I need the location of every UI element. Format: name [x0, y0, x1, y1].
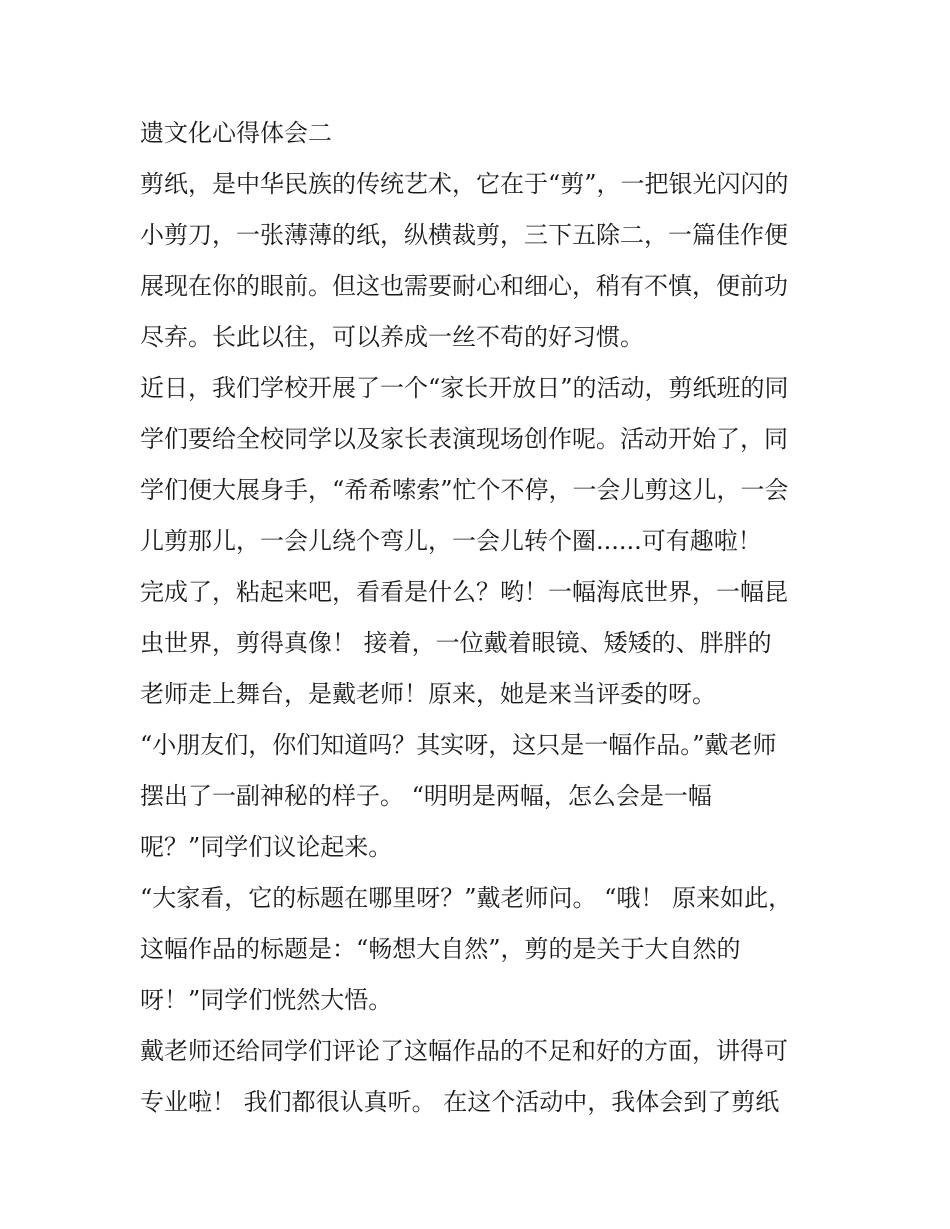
document-body: [140, 108, 820, 1128]
text-line: 戴老师还给同学们评论了这幅作品的不足和好的方面，讲得可: [140, 1037, 788, 1065]
text-line: 老师走上舞台，是戴老师！原来，她是来当评委的呀。: [140, 680, 716, 708]
text-line: 摆出了一副神秘的样子。 “明明是两幅，怎么会是一幅: [140, 782, 712, 810]
text-line: 剪纸，是中华民族的传统艺术，它在于“剪”，一把银光闪闪的: [140, 170, 789, 198]
text-line: 呢？”同学们议论起来。: [140, 833, 393, 861]
text-line: 这幅作品的标题是：“畅想大自然”，剪的是关于大自然的: [140, 935, 741, 963]
text-line: 呀！”同学们恍然大悟。: [140, 986, 393, 1014]
text-line: 完成了，粘起来吧，看看是什么？哟！一幅海底世界，一幅昆: [140, 578, 788, 606]
text-line: 小剪刀，一张薄薄的纸，纵横裁剪，三下五除二，一篇佳作便: [140, 221, 788, 249]
text-line: 虫世界，剪得真像！ 接着，一位戴着眼镜、矮矮的、胖胖的: [140, 629, 772, 657]
text-line: 学们便大展身手，“希希嗦索”忙个不停，一会儿剪这儿，一会: [140, 476, 789, 504]
text-line: “大家看，它的标题在哪里呀？”戴老师问。 “哦！ 原来如此，: [140, 884, 793, 912]
text-line: 儿剪那儿，一会儿绕个弯儿，一会儿转个圈......可有趣啦！: [140, 527, 762, 555]
text-line: 学们要给全校同学以及家长表演现场创作呢。活动开始了，同: [140, 425, 788, 453]
document-heading: 遗文化心得体会二: [140, 119, 332, 147]
text-line: 尽弃。长此以往，可以养成一丝不苟的好习惯。: [140, 323, 644, 351]
text-line: 近日，我们学校开展了一个“家长开放日”的活动，剪纸班的同: [140, 374, 789, 402]
text-line: 展现在你的眼前。但这也需要耐心和细心，稍有不慎，便前功: [140, 272, 788, 300]
text-line: “小朋友们，你们知道吗？其实呀，这只是一幅作品。”戴老师: [140, 731, 777, 759]
text-line: 专业啦！ 我们都很认真听。 在这个活动中，我体会到了剪纸: [140, 1088, 780, 1116]
